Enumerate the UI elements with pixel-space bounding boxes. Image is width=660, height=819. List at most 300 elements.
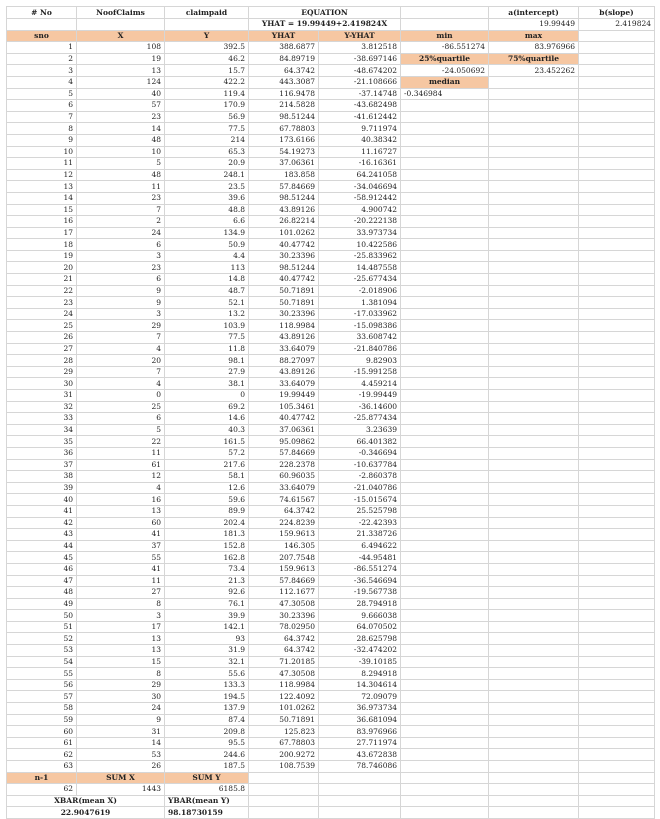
x-cell[interactable]: 9: [77, 297, 165, 309]
residual-cell[interactable]: 33.973734: [319, 227, 401, 239]
q25-value[interactable]: -24.050692: [401, 65, 489, 77]
residual-cell[interactable]: -2.860378: [319, 471, 401, 483]
empty-cell[interactable]: [579, 204, 655, 216]
x-cell[interactable]: 12: [77, 471, 165, 483]
x-cell[interactable]: 23: [77, 192, 165, 204]
yhat-cell[interactable]: 37.06361: [249, 158, 319, 170]
y-cell[interactable]: 4.4: [165, 250, 249, 262]
yhat-cell[interactable]: 101.0262: [249, 227, 319, 239]
x-cell[interactable]: 55: [77, 552, 165, 564]
q75-label[interactable]: 75%quartile: [489, 53, 579, 65]
empty-cell[interactable]: [489, 111, 579, 123]
residual-cell[interactable]: 64.241058: [319, 169, 401, 181]
x-cell[interactable]: 15: [77, 656, 165, 668]
y-cell[interactable]: 244.6: [165, 749, 249, 761]
empty-cell[interactable]: [401, 146, 489, 158]
empty-cell[interactable]: [401, 424, 489, 436]
x-cell[interactable]: 40: [77, 88, 165, 100]
yhat-cell[interactable]: 33.64079: [249, 482, 319, 494]
yhat-cell[interactable]: 207.7548: [249, 552, 319, 564]
y-cell[interactable]: 422.2: [165, 76, 249, 88]
x-cell[interactable]: 25: [77, 401, 165, 413]
y-cell[interactable]: 48.7: [165, 285, 249, 297]
empty-cell[interactable]: [401, 378, 489, 390]
empty-cell[interactable]: [579, 285, 655, 297]
x-cell[interactable]: 60: [77, 517, 165, 529]
sno-cell[interactable]: 41: [7, 505, 77, 517]
empty-cell[interactable]: [401, 111, 489, 123]
residual-cell[interactable]: -15.098386: [319, 320, 401, 332]
sno-cell[interactable]: 14: [7, 192, 77, 204]
sno-cell[interactable]: 10: [7, 146, 77, 158]
y-cell[interactable]: 32.1: [165, 656, 249, 668]
y-cell[interactable]: 0: [165, 390, 249, 402]
empty-cell[interactable]: [489, 494, 579, 506]
empty-cell[interactable]: [489, 517, 579, 529]
yhat-cell[interactable]: 50.71891: [249, 285, 319, 297]
empty-cell[interactable]: [401, 134, 489, 146]
sno-cell[interactable]: 51: [7, 621, 77, 633]
y-cell[interactable]: 13.2: [165, 308, 249, 320]
sno-cell[interactable]: 45: [7, 552, 77, 564]
x-cell[interactable]: 7: [77, 204, 165, 216]
empty-cell[interactable]: [401, 297, 489, 309]
empty-cell[interactable]: [579, 517, 655, 529]
y-cell[interactable]: 214: [165, 134, 249, 146]
empty-cell[interactable]: [579, 633, 655, 645]
empty-cell[interactable]: [489, 447, 579, 459]
empty-cell[interactable]: [579, 645, 655, 657]
empty-cell[interactable]: [489, 505, 579, 517]
empty-cell[interactable]: [401, 355, 489, 367]
sno-cell[interactable]: 54: [7, 656, 77, 668]
yhat-cell[interactable]: 43.89126: [249, 366, 319, 378]
empty-cell[interactable]: [489, 227, 579, 239]
y-cell[interactable]: 87.4: [165, 714, 249, 726]
yhat-cell[interactable]: 40.47742: [249, 413, 319, 425]
x-cell[interactable]: 5: [77, 158, 165, 170]
equation-text[interactable]: YHAT = 19.99449+2.419824X: [249, 19, 401, 31]
empty-cell[interactable]: [401, 250, 489, 262]
sno-cell[interactable]: 13: [7, 181, 77, 193]
y-cell[interactable]: 133.3: [165, 679, 249, 691]
yhat-cell[interactable]: 33.64079: [249, 343, 319, 355]
empty-cell[interactable]: [489, 772, 579, 784]
residual-cell[interactable]: 36.681094: [319, 714, 401, 726]
empty-cell[interactable]: [489, 308, 579, 320]
x-cell[interactable]: 13: [77, 505, 165, 517]
empty-cell[interactable]: [579, 587, 655, 599]
sno-cell[interactable]: 35: [7, 436, 77, 448]
yhat-cell[interactable]: 57.84669: [249, 575, 319, 587]
y-cell[interactable]: 6.6: [165, 216, 249, 228]
empty-cell[interactable]: [579, 146, 655, 158]
yhat-cell[interactable]: 98.51244: [249, 262, 319, 274]
empty-cell[interactable]: [489, 134, 579, 146]
sno-cell[interactable]: 31: [7, 390, 77, 402]
empty-cell[interactable]: [489, 459, 579, 471]
yhat-cell[interactable]: 108.7539: [249, 761, 319, 773]
empty-cell[interactable]: [319, 807, 401, 819]
yhat-cell[interactable]: 228.2378: [249, 459, 319, 471]
yhat-cell[interactable]: 74.61567: [249, 494, 319, 506]
sno-cell[interactable]: 48: [7, 587, 77, 599]
empty-cell[interactable]: [401, 772, 489, 784]
y-cell[interactable]: 14.8: [165, 274, 249, 286]
empty-cell[interactable]: [489, 146, 579, 158]
x-cell[interactable]: 124: [77, 76, 165, 88]
yhat-cell[interactable]: 33.64079: [249, 378, 319, 390]
x-cell[interactable]: 4: [77, 378, 165, 390]
y-cell[interactable]: 39.9: [165, 610, 249, 622]
empty-cell[interactable]: [489, 807, 579, 819]
yhat-cell[interactable]: 118.9984: [249, 320, 319, 332]
col-header-yhat[interactable]: YHAT: [249, 30, 319, 42]
empty-cell[interactable]: [7, 19, 77, 31]
residual-cell[interactable]: -15.991258: [319, 366, 401, 378]
empty-cell[interactable]: [489, 679, 579, 691]
x-cell[interactable]: 13: [77, 633, 165, 645]
sno-cell[interactable]: 47: [7, 575, 77, 587]
sno-cell[interactable]: 62: [7, 749, 77, 761]
y-cell[interactable]: 103.9: [165, 320, 249, 332]
empty-cell[interactable]: [489, 123, 579, 135]
residual-cell[interactable]: 33.608742: [319, 332, 401, 344]
empty-cell[interactable]: [401, 436, 489, 448]
empty-cell[interactable]: [579, 181, 655, 193]
empty-cell[interactable]: [401, 158, 489, 170]
yhat-cell[interactable]: 78.02950: [249, 621, 319, 633]
residual-cell[interactable]: -48.674202: [319, 65, 401, 77]
residual-cell[interactable]: -25.833962: [319, 250, 401, 262]
y-cell[interactable]: 56.9: [165, 111, 249, 123]
y-cell[interactable]: 11.8: [165, 343, 249, 355]
empty-cell[interactable]: [489, 552, 579, 564]
sno-cell[interactable]: 12: [7, 169, 77, 181]
yhat-cell[interactable]: 30.23396: [249, 250, 319, 262]
yhat-cell[interactable]: 19.99449: [249, 390, 319, 402]
yhat-cell[interactable]: 95.09862: [249, 436, 319, 448]
empty-cell[interactable]: [489, 726, 579, 738]
empty-cell[interactable]: [165, 19, 249, 31]
empty-cell[interactable]: [579, 459, 655, 471]
y-cell[interactable]: 40.3: [165, 424, 249, 436]
ybar-label[interactable]: YBAR(mean Y): [165, 795, 249, 807]
yhat-cell[interactable]: 224.8239: [249, 517, 319, 529]
yhat-cell[interactable]: 64.3742: [249, 65, 319, 77]
x-cell[interactable]: 9: [77, 285, 165, 297]
empty-cell[interactable]: [489, 320, 579, 332]
yhat-cell[interactable]: 40.47742: [249, 239, 319, 251]
empty-cell[interactable]: [401, 610, 489, 622]
empty-cell[interactable]: [489, 181, 579, 193]
x-cell[interactable]: 2: [77, 216, 165, 228]
empty-cell[interactable]: [401, 123, 489, 135]
empty-cell[interactable]: [489, 598, 579, 610]
y-cell[interactable]: 57.2: [165, 447, 249, 459]
empty-cell[interactable]: [401, 181, 489, 193]
yhat-cell[interactable]: 43.89126: [249, 332, 319, 344]
residual-cell[interactable]: 11.16727: [319, 146, 401, 158]
residual-cell[interactable]: -58.912442: [319, 192, 401, 204]
sno-cell[interactable]: 7: [7, 111, 77, 123]
empty-cell[interactable]: [401, 563, 489, 575]
x-cell[interactable]: 24: [77, 703, 165, 715]
empty-cell[interactable]: [489, 401, 579, 413]
residual-cell[interactable]: -17.033962: [319, 308, 401, 320]
yhat-cell[interactable]: 101.0262: [249, 703, 319, 715]
y-cell[interactable]: 73.4: [165, 563, 249, 575]
y-cell[interactable]: 170.9: [165, 100, 249, 112]
empty-cell[interactable]: [579, 53, 655, 65]
y-cell[interactable]: 77.5: [165, 123, 249, 135]
empty-cell[interactable]: [401, 192, 489, 204]
x-cell[interactable]: 3: [77, 610, 165, 622]
empty-cell[interactable]: [401, 471, 489, 483]
sno-cell[interactable]: 58: [7, 703, 77, 715]
empty-cell[interactable]: [579, 401, 655, 413]
median-label[interactable]: median: [401, 76, 489, 88]
y-cell[interactable]: 69.2: [165, 401, 249, 413]
empty-cell[interactable]: [401, 390, 489, 402]
sumx-value[interactable]: 1443: [77, 784, 165, 796]
empty-cell[interactable]: [249, 807, 319, 819]
empty-cell[interactable]: [579, 726, 655, 738]
residual-cell[interactable]: 1.381094: [319, 297, 401, 309]
sno-cell[interactable]: 61: [7, 737, 77, 749]
y-cell[interactable]: 248.1: [165, 169, 249, 181]
col-header-x[interactable]: X: [77, 30, 165, 42]
empty-cell[interactable]: [401, 517, 489, 529]
y-cell[interactable]: 48.8: [165, 204, 249, 216]
sno-cell[interactable]: 34: [7, 424, 77, 436]
xbar-label[interactable]: XBAR(mean X): [7, 795, 165, 807]
residual-cell[interactable]: 36.973734: [319, 703, 401, 715]
n-label[interactable]: n-1: [7, 772, 77, 784]
empty-cell[interactable]: [489, 297, 579, 309]
residual-cell[interactable]: 83.976966: [319, 726, 401, 738]
yhat-cell[interactable]: 214.5828: [249, 100, 319, 112]
empty-cell[interactable]: [401, 668, 489, 680]
empty-cell[interactable]: [319, 772, 401, 784]
sno-cell[interactable]: 21: [7, 274, 77, 286]
residual-cell[interactable]: -19.567738: [319, 587, 401, 599]
x-cell[interactable]: 41: [77, 529, 165, 541]
y-cell[interactable]: 119.4: [165, 88, 249, 100]
empty-cell[interactable]: [579, 366, 655, 378]
residual-cell[interactable]: 3.812518: [319, 42, 401, 54]
residual-cell[interactable]: -15.015674: [319, 494, 401, 506]
empty-cell[interactable]: [489, 540, 579, 552]
y-cell[interactable]: 392.5: [165, 42, 249, 54]
y-cell[interactable]: 46.2: [165, 53, 249, 65]
empty-cell[interactable]: [579, 308, 655, 320]
y-cell[interactable]: 65.3: [165, 146, 249, 158]
y-cell[interactable]: 187.5: [165, 761, 249, 773]
empty-cell[interactable]: [489, 749, 579, 761]
empty-cell[interactable]: [579, 668, 655, 680]
sno-cell[interactable]: 30: [7, 378, 77, 390]
yhat-cell[interactable]: 388.6877: [249, 42, 319, 54]
yhat-cell[interactable]: 64.3742: [249, 633, 319, 645]
residual-cell[interactable]: 78.746086: [319, 761, 401, 773]
x-cell[interactable]: 108: [77, 42, 165, 54]
empty-cell[interactable]: [489, 714, 579, 726]
sno-cell[interactable]: 52: [7, 633, 77, 645]
empty-cell[interactable]: [579, 390, 655, 402]
empty-cell[interactable]: [489, 366, 579, 378]
residual-cell[interactable]: 14.487558: [319, 262, 401, 274]
residual-cell[interactable]: 28.625798: [319, 633, 401, 645]
min-label[interactable]: min: [401, 30, 489, 42]
y-cell[interactable]: 76.1: [165, 598, 249, 610]
x-cell[interactable]: 3: [77, 250, 165, 262]
empty-cell[interactable]: [401, 204, 489, 216]
residual-cell[interactable]: 21.338726: [319, 529, 401, 541]
y-cell[interactable]: 202.4: [165, 517, 249, 529]
x-cell[interactable]: 10: [77, 146, 165, 158]
empty-cell[interactable]: [489, 343, 579, 355]
col-header-sno[interactable]: sno: [7, 30, 77, 42]
x-cell[interactable]: 17: [77, 621, 165, 633]
x-cell[interactable]: 30: [77, 691, 165, 703]
median-value[interactable]: -0.346984: [401, 88, 489, 100]
empty-cell[interactable]: [401, 656, 489, 668]
sno-cell[interactable]: 60: [7, 726, 77, 738]
y-cell[interactable]: 23.5: [165, 181, 249, 193]
x-cell[interactable]: 29: [77, 679, 165, 691]
sno-cell[interactable]: 43: [7, 529, 77, 541]
empty-cell[interactable]: [489, 274, 579, 286]
x-cell[interactable]: 6: [77, 239, 165, 251]
residual-cell[interactable]: -19.99449: [319, 390, 401, 402]
y-cell[interactable]: 142.1: [165, 621, 249, 633]
residual-cell[interactable]: -21.108666: [319, 76, 401, 88]
header-slope[interactable]: b(slope): [579, 7, 655, 19]
residual-cell[interactable]: -36.14600: [319, 401, 401, 413]
empty-cell[interactable]: [579, 482, 655, 494]
yhat-cell[interactable]: 30.23396: [249, 308, 319, 320]
yhat-cell[interactable]: 37.06361: [249, 424, 319, 436]
empty-cell[interactable]: [401, 100, 489, 112]
sno-cell[interactable]: 1: [7, 42, 77, 54]
x-cell[interactable]: 48: [77, 169, 165, 181]
empty-cell[interactable]: [579, 505, 655, 517]
empty-cell[interactable]: [401, 575, 489, 587]
sno-cell[interactable]: 6: [7, 100, 77, 112]
yhat-cell[interactable]: 40.47742: [249, 274, 319, 286]
sno-cell[interactable]: 32: [7, 401, 77, 413]
empty-cell[interactable]: [489, 88, 579, 100]
empty-cell[interactable]: [401, 679, 489, 691]
yhat-cell[interactable]: 54.19273: [249, 146, 319, 158]
empty-cell[interactable]: [401, 239, 489, 251]
empty-cell[interactable]: [401, 401, 489, 413]
empty-cell[interactable]: [401, 482, 489, 494]
empty-cell[interactable]: [579, 447, 655, 459]
sno-cell[interactable]: 46: [7, 563, 77, 575]
sno-cell[interactable]: 56: [7, 679, 77, 691]
residual-cell[interactable]: 10.422586: [319, 239, 401, 251]
yhat-cell[interactable]: 30.23396: [249, 610, 319, 622]
empty-cell[interactable]: [401, 749, 489, 761]
empty-cell[interactable]: [489, 703, 579, 715]
yhat-cell[interactable]: 60.96035: [249, 471, 319, 483]
empty-cell[interactable]: [579, 621, 655, 633]
y-cell[interactable]: 162.8: [165, 552, 249, 564]
max-label[interactable]: max: [489, 30, 579, 42]
empty-cell[interactable]: [579, 784, 655, 796]
empty-cell[interactable]: [489, 575, 579, 587]
empty-cell[interactable]: [489, 332, 579, 344]
slope-value[interactable]: 2.419824: [579, 19, 655, 31]
sumy-label[interactable]: SUM Y: [165, 772, 249, 784]
empty-cell[interactable]: [579, 679, 655, 691]
empty-cell[interactable]: [401, 621, 489, 633]
yhat-cell[interactable]: 67.78803: [249, 737, 319, 749]
empty-cell[interactable]: [401, 795, 489, 807]
residual-cell[interactable]: 3.23639: [319, 424, 401, 436]
y-cell[interactable]: 161.5: [165, 436, 249, 448]
residual-cell[interactable]: -20.222138: [319, 216, 401, 228]
residual-cell[interactable]: 28.794918: [319, 598, 401, 610]
empty-cell[interactable]: [579, 413, 655, 425]
empty-cell[interactable]: [401, 332, 489, 344]
empty-cell[interactable]: [489, 158, 579, 170]
empty-cell[interactable]: [579, 529, 655, 541]
yhat-cell[interactable]: 443.3087: [249, 76, 319, 88]
sno-cell[interactable]: 29: [7, 366, 77, 378]
x-cell[interactable]: 31: [77, 726, 165, 738]
sno-cell[interactable]: 50: [7, 610, 77, 622]
empty-cell[interactable]: [489, 424, 579, 436]
empty-cell[interactable]: [401, 262, 489, 274]
yhat-cell[interactable]: 159.9613: [249, 529, 319, 541]
empty-cell[interactable]: [579, 598, 655, 610]
empty-cell[interactable]: [401, 691, 489, 703]
residual-cell[interactable]: 27.711974: [319, 737, 401, 749]
yhat-cell[interactable]: 105.3461: [249, 401, 319, 413]
yhat-cell[interactable]: 57.84669: [249, 447, 319, 459]
y-cell[interactable]: 113: [165, 262, 249, 274]
empty-cell[interactable]: [579, 737, 655, 749]
empty-cell[interactable]: [489, 204, 579, 216]
x-cell[interactable]: 23: [77, 111, 165, 123]
yhat-cell[interactable]: 43.89126: [249, 204, 319, 216]
empty-cell[interactable]: [489, 563, 579, 575]
empty-cell[interactable]: [579, 772, 655, 784]
x-cell[interactable]: 7: [77, 366, 165, 378]
x-cell[interactable]: 11: [77, 181, 165, 193]
yhat-cell[interactable]: 64.3742: [249, 505, 319, 517]
empty-cell[interactable]: [489, 621, 579, 633]
empty-cell[interactable]: [579, 123, 655, 135]
header-no[interactable]: # No: [7, 7, 77, 19]
residual-cell[interactable]: 25.525798: [319, 505, 401, 517]
header-claimpaid[interactable]: claimpaid: [165, 7, 249, 19]
sno-cell[interactable]: 36: [7, 447, 77, 459]
min-value[interactable]: -86.551274: [401, 42, 489, 54]
y-cell[interactable]: 77.5: [165, 332, 249, 344]
empty-cell[interactable]: [249, 795, 319, 807]
n-value[interactable]: 62: [7, 784, 77, 796]
empty-cell[interactable]: [319, 795, 401, 807]
x-cell[interactable]: 4: [77, 343, 165, 355]
sno-cell[interactable]: 63: [7, 761, 77, 773]
residual-cell[interactable]: -44.95481: [319, 552, 401, 564]
empty-cell[interactable]: [401, 784, 489, 796]
empty-cell[interactable]: [489, 390, 579, 402]
